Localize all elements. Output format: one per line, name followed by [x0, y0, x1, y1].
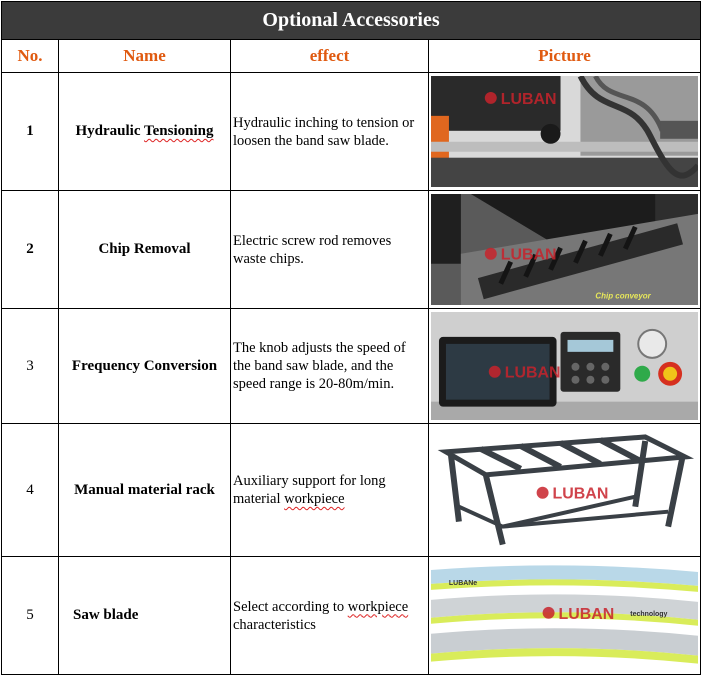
logo-icon: [485, 248, 497, 260]
row-no: 2: [2, 191, 59, 309]
header-no: No.: [2, 40, 59, 73]
watermark: LUBAN: [552, 485, 609, 503]
row-picture: [429, 424, 701, 557]
watermark: LUBAN: [504, 364, 561, 382]
table-row: [2, 191, 701, 309]
header-row: [2, 40, 701, 73]
blade-brand-label: LUBANe: [448, 579, 478, 587]
effect-text: Select according to: [233, 598, 348, 615]
row-picture: [429, 73, 701, 191]
material-rack-image: [431, 427, 698, 554]
header-effect: effect: [231, 40, 429, 73]
row-no: 4: [2, 424, 59, 557]
row-no: 1: [2, 73, 59, 191]
hydraulic-tensioner-image: [431, 76, 698, 188]
row-effect: The knob adjusts the speed of the band saw blade, and the speed range is 20-80m/min.: [231, 309, 429, 424]
logo-icon: [537, 487, 549, 499]
effect-text: Auxiliary support for long material: [233, 473, 386, 507]
watermark: LUBAN: [500, 246, 557, 264]
row-no: 3: [2, 309, 59, 424]
row-name: Manual material rack: [59, 424, 231, 557]
header-name: Name: [59, 40, 231, 73]
row-name-text: Tensioning: [143, 123, 214, 139]
row-no: 5: [2, 557, 59, 675]
header-picture: Picture: [429, 40, 701, 73]
row-picture: [429, 557, 701, 675]
row-picture: [429, 191, 701, 309]
blade-tech-label: technology: [630, 610, 668, 618]
row-name: [59, 73, 231, 191]
row-name: Frequency Conversion: [59, 309, 231, 424]
table-title: Optional Accessories: [2, 2, 701, 40]
row-effect: [231, 557, 429, 675]
table-row: [2, 73, 701, 191]
saw-blade-image: [431, 560, 698, 672]
row-name: Chip Removal: [59, 191, 231, 309]
logo-icon: [485, 92, 497, 104]
watermark: LUBAN: [558, 605, 615, 623]
speed-knob-icon: [638, 330, 666, 358]
logo-icon: [543, 607, 555, 619]
control-panel-image: [431, 312, 698, 421]
row-name: Saw blade: [59, 557, 231, 675]
table-row: [2, 557, 701, 675]
effect-text: workpiece: [347, 598, 409, 615]
row-effect: Electric screw rod removes waste chips.: [231, 191, 429, 309]
logo-icon: [489, 366, 501, 378]
accessories-table: [1, 1, 701, 675]
title-row: [2, 2, 701, 40]
start-button-icon: [634, 366, 650, 382]
effect-text: workpiece: [284, 491, 345, 507]
effect-text: characteristics: [233, 616, 316, 633]
row-name-text: Hydraulic Tensioning: [75, 123, 214, 139]
table-row: [2, 309, 701, 424]
row-effect: Hydraulic inching to tension or loosen the band saw blade.: [231, 73, 429, 191]
watermark: LUBAN: [500, 90, 557, 108]
row-picture: [429, 309, 701, 424]
chip-conveyor-label: Chip conveyor: [595, 291, 651, 301]
row-effect: [231, 424, 429, 557]
chip-conveyor-image: [431, 194, 698, 306]
table-row: [2, 424, 701, 557]
